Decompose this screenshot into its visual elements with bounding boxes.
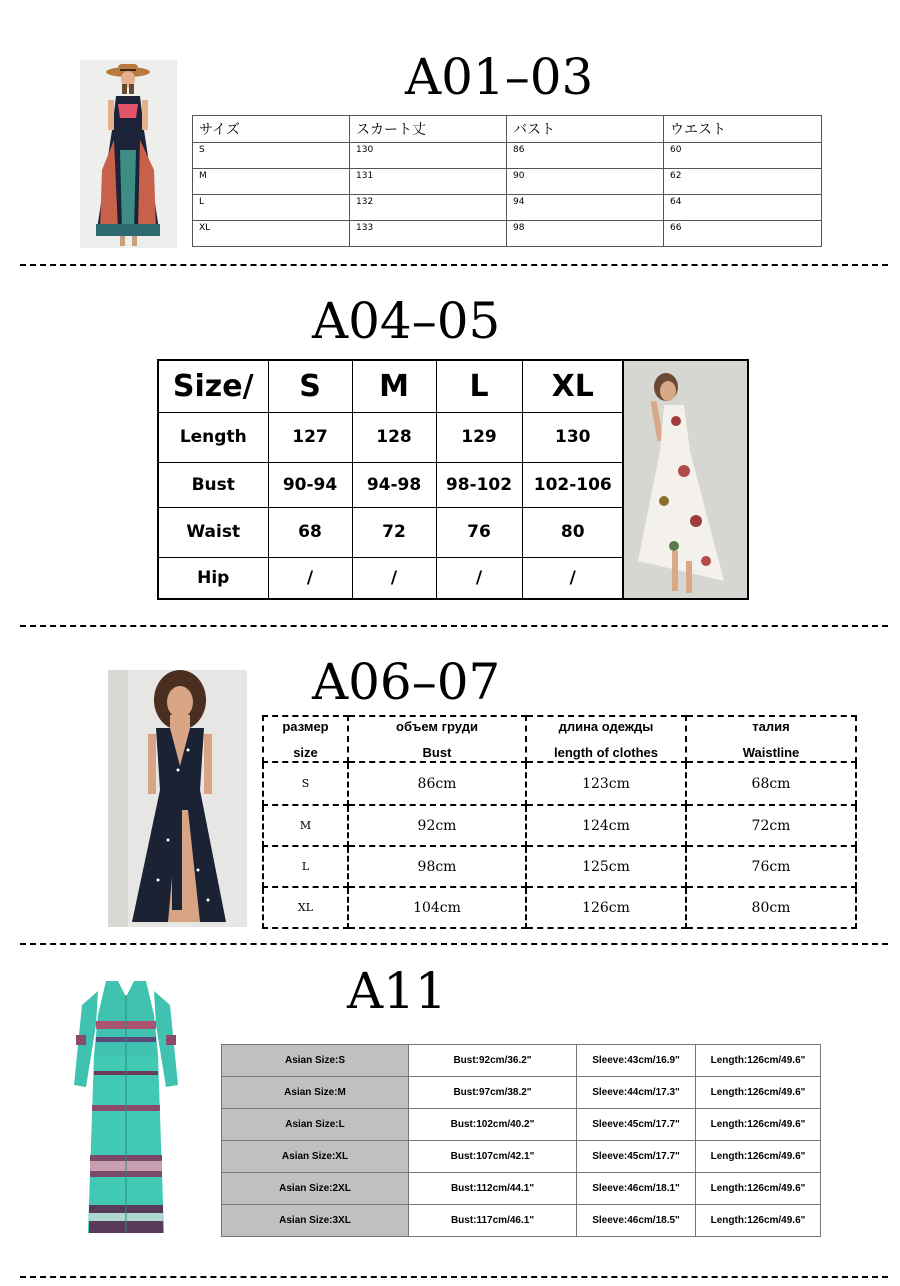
table-cell: 129: [436, 412, 522, 462]
header-cell: M: [352, 360, 436, 412]
header-cell: L: [436, 360, 522, 412]
table-cell: /: [522, 557, 624, 599]
table-cell: Sleeve:45cm/17.7": [577, 1109, 696, 1141]
size-table-a01: [192, 115, 822, 247]
table-cell: 64: [664, 195, 822, 221]
table-cell: /: [352, 557, 436, 599]
header-ru: размер: [282, 718, 329, 734]
header-en: Bust: [422, 744, 452, 760]
table-cell: Length:126cm/49.6": [696, 1109, 821, 1141]
header-cell: [526, 716, 686, 762]
table-cell: Bust: [158, 462, 268, 507]
table-cell: Sleeve:44cm/17.3": [577, 1077, 696, 1109]
table-cell: 132: [350, 195, 507, 221]
table-cell: Hip: [158, 557, 268, 599]
table-row: [158, 507, 624, 557]
table-cell: Bust:112cm/44.1": [409, 1173, 577, 1205]
table-row: [158, 412, 624, 462]
table-cell: 60: [664, 143, 822, 169]
table-cell: 124cm: [526, 805, 686, 846]
table-cell: XL: [263, 887, 348, 928]
table-cell: Length: [158, 412, 268, 462]
table-cell: 90-94: [268, 462, 352, 507]
header-cell: [686, 716, 856, 762]
size-label-cell: Asian Size:2XL: [222, 1173, 409, 1205]
table-header-row: [193, 116, 822, 143]
table-cell: 125cm: [526, 846, 686, 887]
table-cell: Waist: [158, 507, 268, 557]
table-cell: 123cm: [526, 762, 686, 805]
table-cell: Length:126cm/49.6": [696, 1141, 821, 1173]
table-cell: 76cm: [686, 846, 856, 887]
model-photo-a01: [80, 60, 177, 248]
size-table-a04: [157, 359, 625, 600]
table-row: [193, 221, 822, 247]
header-cell: [263, 716, 348, 762]
table-row: [158, 557, 624, 599]
header-en: length of clothes: [554, 744, 658, 760]
size-label-cell: Asian Size:L: [222, 1109, 409, 1141]
table-cell: 133: [350, 221, 507, 247]
size-label-cell: Asian Size:S: [222, 1045, 409, 1077]
table-cell: L: [193, 195, 350, 221]
table-cell: 131: [350, 169, 507, 195]
table-cell: M: [263, 805, 348, 846]
header-cell: スカート丈: [350, 116, 507, 143]
table-cell: 68cm: [686, 762, 856, 805]
table-cell: 72: [352, 507, 436, 557]
header-ru: длина одежды: [558, 718, 654, 734]
table-cell: XL: [193, 221, 350, 247]
table-cell: Bust:102cm/40.2": [409, 1109, 577, 1141]
table-cell: 94: [507, 195, 664, 221]
size-table-a11: [221, 1044, 821, 1237]
table-cell: 102-106: [522, 462, 624, 507]
table-row: [193, 195, 822, 221]
table-cell: 80cm: [686, 887, 856, 928]
table-cell: S: [193, 143, 350, 169]
section-title-a01: A01–03: [405, 48, 594, 106]
header-cell: バスト: [507, 116, 664, 143]
table-cell: 98: [507, 221, 664, 247]
table-cell: L: [263, 846, 348, 887]
table-cell: 130: [522, 412, 624, 462]
table-cell: 86cm: [348, 762, 526, 805]
table-row: [193, 143, 822, 169]
table-header-row: [158, 360, 624, 412]
section-title-a11: A11: [347, 962, 447, 1020]
header-ru: объем груди: [396, 718, 478, 734]
header-cell: Size/: [158, 360, 268, 412]
table-cell: Bust:107cm/42.1": [409, 1141, 577, 1173]
section-divider: [20, 943, 888, 945]
table-cell: 128: [352, 412, 436, 462]
table-cell: 86: [507, 143, 664, 169]
table-cell: M: [193, 169, 350, 195]
table-cell: 130: [350, 143, 507, 169]
table-cell: 62: [664, 169, 822, 195]
section-divider: [20, 264, 888, 266]
header-ru: талия: [752, 718, 790, 734]
table-row: [263, 887, 856, 928]
section-divider: [20, 625, 888, 627]
table-cell: Length:126cm/49.6": [696, 1173, 821, 1205]
table-cell: Bust:97cm/38.2": [409, 1077, 577, 1109]
table-cell: /: [436, 557, 522, 599]
header-cell: ウエスト: [664, 116, 822, 143]
table-cell: S: [263, 762, 348, 805]
table-cell: 68: [268, 507, 352, 557]
table-cell: /: [268, 557, 352, 599]
table-cell: Sleeve:46cm/18.1": [577, 1173, 696, 1205]
table-cell: 66: [664, 221, 822, 247]
table-header-row: [263, 716, 856, 762]
table-cell: 80: [522, 507, 624, 557]
table-row: [222, 1045, 821, 1077]
header-cell: S: [268, 360, 352, 412]
table-cell: Bust:117cm/46.1": [409, 1205, 577, 1237]
table-row: [222, 1141, 821, 1173]
section-title-a04: A04–05: [312, 292, 501, 350]
size-label-cell: Asian Size:XL: [222, 1141, 409, 1173]
table-row: [263, 846, 856, 887]
header-cell: XL: [522, 360, 624, 412]
size-table-a06: [262, 715, 857, 929]
section-title-a06: A06–07: [312, 653, 501, 711]
table-row: [193, 169, 822, 195]
model-photo-a04: [622, 359, 749, 600]
table-cell: 104cm: [348, 887, 526, 928]
table-cell: 90: [507, 169, 664, 195]
table-cell: 72cm: [686, 805, 856, 846]
table-cell: 94-98: [352, 462, 436, 507]
table-cell: Sleeve:45cm/17.7": [577, 1141, 696, 1173]
table-cell: Sleeve:46cm/18.5": [577, 1205, 696, 1237]
header-cell: サイズ: [193, 116, 350, 143]
header-en: size: [293, 744, 318, 760]
header-cell: [348, 716, 526, 762]
table-cell: Sleeve:43cm/16.9": [577, 1045, 696, 1077]
table-cell: Length:126cm/49.6": [696, 1045, 821, 1077]
section-divider: [20, 1276, 888, 1278]
table-row: [263, 762, 856, 805]
table-cell: 92cm: [348, 805, 526, 846]
table-row: [222, 1109, 821, 1141]
model-photo-a06: [108, 670, 247, 927]
table-row: [222, 1173, 821, 1205]
table-row: [222, 1205, 821, 1237]
table-cell: 76: [436, 507, 522, 557]
size-label-cell: Asian Size:M: [222, 1077, 409, 1109]
table-cell: Length:126cm/49.6": [696, 1205, 821, 1237]
table-cell: 127: [268, 412, 352, 462]
table-cell: 98-102: [436, 462, 522, 507]
table-cell: 98cm: [348, 846, 526, 887]
table-row: [158, 462, 624, 507]
table-row: [263, 805, 856, 846]
model-photo-a11: [72, 975, 180, 1237]
size-label-cell: Asian Size:3XL: [222, 1205, 409, 1237]
table-cell: Length:126cm/49.6": [696, 1077, 821, 1109]
table-cell: Bust:92cm/36.2": [409, 1045, 577, 1077]
table-cell: 126cm: [526, 887, 686, 928]
table-row: [222, 1077, 821, 1109]
header-en: Waistline: [742, 744, 800, 760]
